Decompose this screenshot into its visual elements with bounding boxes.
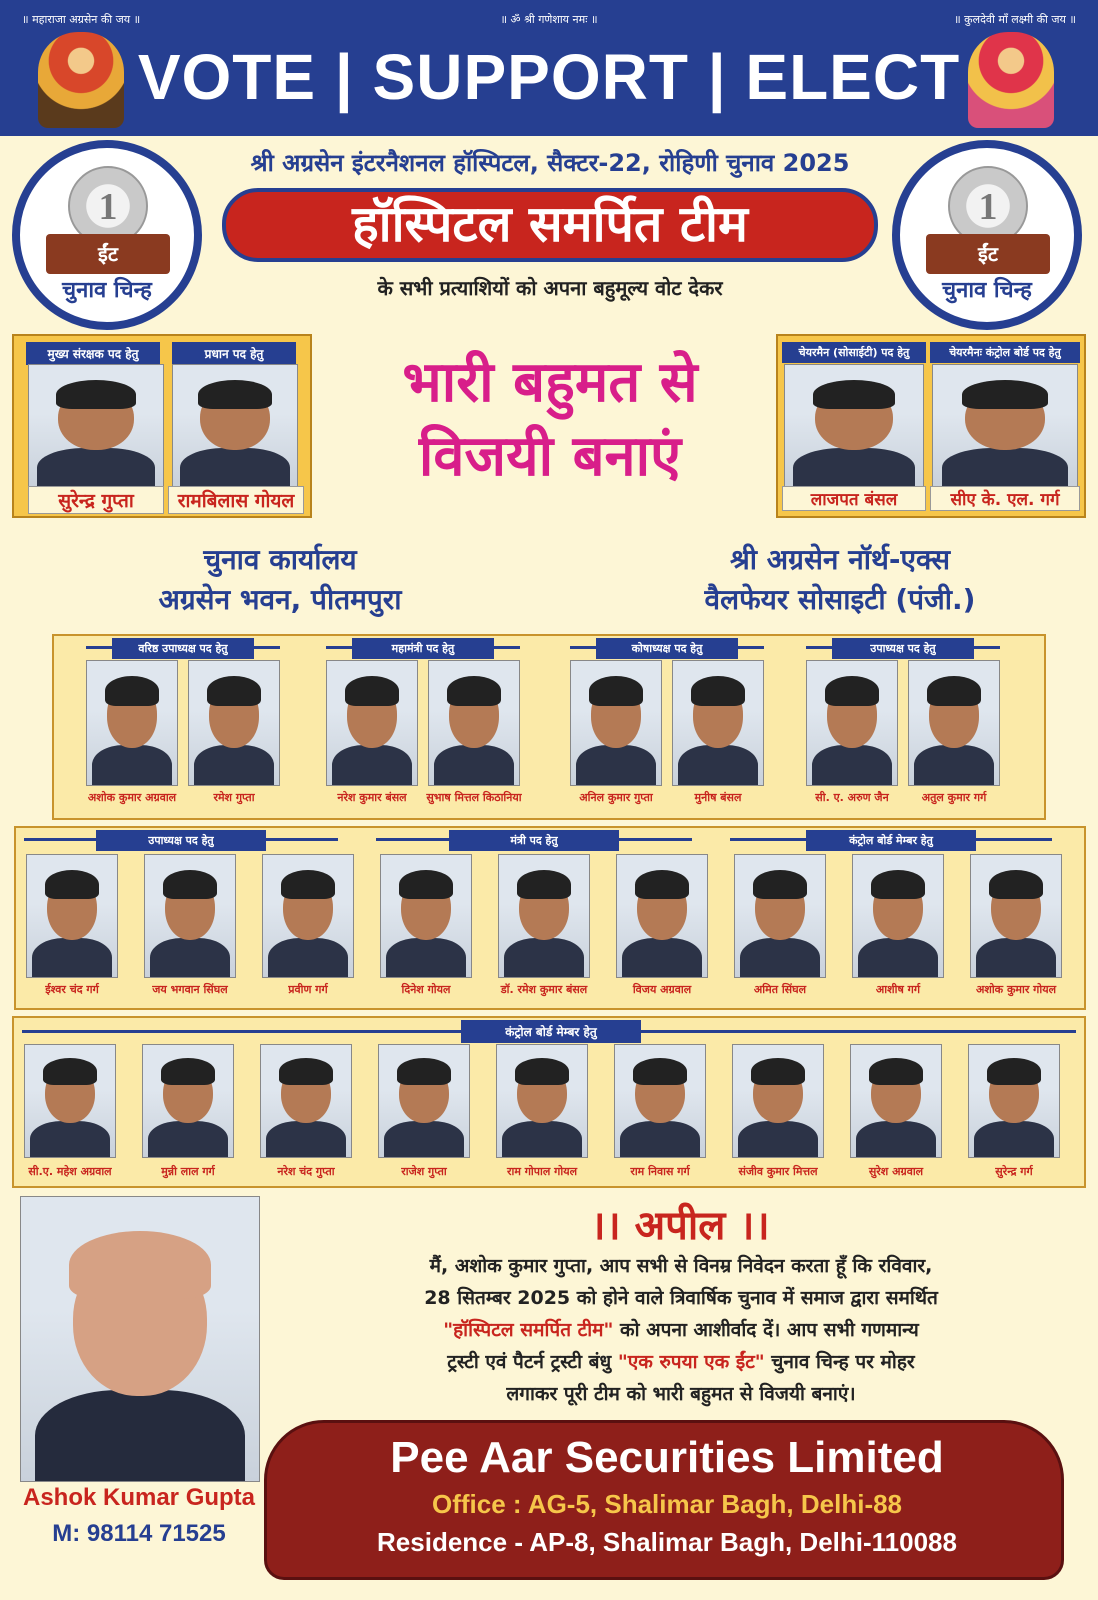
- brick-icon: ईंट: [46, 234, 170, 274]
- candidate-photo: [732, 1044, 824, 1158]
- candidate-name: राजेश गुप्ता: [401, 1165, 447, 1178]
- candidate-photo: [672, 660, 764, 786]
- candidate-name: दिनेश गोयल: [401, 983, 451, 996]
- candidate-name: अनिल कुमार गुप्ता: [579, 791, 653, 804]
- slogan-line-2: विजयी बनाएं: [418, 424, 682, 489]
- company-office: Office : AG-5, Shalimar Bagh, Delhi-88: [431, 1489, 903, 1519]
- candidate-name: नरेश चंद गुप्ता: [277, 1165, 335, 1178]
- company-banner: [264, 1420, 1064, 1580]
- candidate-name: मुनीष बंसल: [694, 791, 742, 804]
- candidate-photo: [260, 1044, 352, 1158]
- appeal-line: लगाकर पूरी टीम को भारी बहुमत से विजयी बनाएं।: [506, 1383, 856, 1405]
- candidate-name: रमेश गुप्ता: [213, 791, 255, 804]
- symbol-label: चुनाव चिन्ह: [942, 278, 1032, 303]
- vote-request-line: के सभी प्रत्याशियों को अपना बहुमूल्य वोट देकर: [377, 276, 723, 300]
- candidate-photo: [734, 854, 826, 978]
- candidate-row-2: [14, 826, 1086, 1010]
- candidate-photo: [496, 1044, 588, 1158]
- candidate-name: संजीव कुमार मित्तल: [738, 1165, 818, 1178]
- election-title: श्री अग्रसेन इंटरनैशनल हॉस्पिटल, सैक्टर-22, रोहिणी चुनाव 2025: [250, 149, 850, 177]
- appeal-line: 28 सितम्बर 2025 को होने वाले त्रिवार्षिक चुनाव में समाज द्वारा समर्थित: [424, 1287, 938, 1309]
- candidate-name: जय भगवान सिंघल: [152, 983, 228, 996]
- candidate-row-1: [52, 634, 1046, 820]
- candidate-name: आशीष गर्ग: [875, 983, 921, 996]
- candidate-name: प्रवीण गर्ग: [288, 983, 328, 996]
- candidate-name: अशोक कुमार गोयल: [975, 983, 1057, 996]
- appeal-line: [276, 1314, 1086, 1346]
- header-banner: [0, 0, 1098, 136]
- office-heading: चुनाव कार्यालय: [203, 543, 357, 576]
- brick-icon: ईंट: [926, 234, 1050, 274]
- candidate-photo: [850, 1044, 942, 1158]
- candidate-photo: [784, 364, 924, 488]
- candidate-photo: [570, 660, 662, 786]
- rupee-coin-icon: 1: [948, 166, 1028, 246]
- candidate-name: सुरेन्द्र गर्ग: [995, 1165, 1033, 1178]
- position-label: मंत्री पद हेतु: [449, 830, 619, 851]
- candidate-name: सुरेन्द्र गुप्ता: [28, 486, 164, 514]
- candidate-photo: [142, 1044, 234, 1158]
- company-residence: Residence - AP-8, Shalimar Bagh, Delhi-110088: [377, 1527, 957, 1557]
- rupee-coin-icon: 1: [68, 166, 148, 246]
- election-symbol-right: [892, 140, 1082, 330]
- position-label: उपाध्यक्ष पद हेतु: [96, 830, 266, 851]
- candidate-name: सी.ए. महेश अग्रवाल: [28, 1165, 112, 1178]
- candidate-name: लाजपत बंसल: [782, 486, 926, 511]
- candidate-name: राम गोपाल गोयल: [506, 1165, 578, 1178]
- candidate-name: ईश्वर चंद गर्ग: [45, 983, 99, 996]
- position-label: उपाध्यक्ष पद हेतु: [832, 638, 974, 659]
- candidate-name: राम निवास गर्ग: [630, 1165, 690, 1178]
- candidate-photo: [806, 660, 898, 786]
- position-label: प्रधान पद हेतु: [172, 342, 296, 365]
- position-label: कोषाध्यक्ष पद हेतु: [596, 638, 738, 659]
- header-mid-tag: ॥ ॐ श्री गणेशाय नमः ॥: [500, 13, 598, 26]
- team-name-banner: हॉस्पिटल समर्पित टीम: [222, 188, 878, 262]
- candidate-name: मुन्नी लाल गर्ग: [161, 1165, 215, 1178]
- candidate-photo: [970, 854, 1062, 978]
- candidate-photo: [144, 854, 236, 978]
- candidate-photo: [852, 854, 944, 978]
- appellant-photo: [20, 1196, 260, 1482]
- header-right-tag: ॥ कुलदेवी माँ लक्ष्मी की जय ॥: [954, 13, 1076, 26]
- appeal-text-span: को अपना आशीर्वाद दें। आप सभी गणमान्य: [613, 1319, 919, 1341]
- society-name-2: वैलफेयर सोसाइटी (पंजी.): [704, 583, 976, 616]
- candidate-name: रामबिलास गोयल: [168, 486, 304, 514]
- candidate-name: सुरेश अग्रवाल: [868, 1165, 924, 1178]
- header-left-tag: ॥ महाराजा अग्रसेन की जय ॥: [22, 13, 141, 26]
- candidate-photo: [498, 854, 590, 978]
- candidate-photo: [24, 1044, 116, 1158]
- candidate-name: सुभाष मित्तल किठानिया: [426, 791, 522, 804]
- candidate-photo: [614, 1044, 706, 1158]
- symbol-highlight: "एक रुपया एक ईंट": [617, 1351, 765, 1373]
- company-name: Pee Aar Securities Limited: [390, 1433, 944, 1482]
- election-symbol-left: [12, 140, 202, 330]
- office-address: अग्रसेन भवन, पीतमपुरा: [158, 583, 402, 616]
- candidate-photo: [172, 364, 298, 488]
- candidate-photo: [28, 364, 164, 488]
- candidate-photo: [380, 854, 472, 978]
- position-label: चेयरमैनः कंट्रोल बोर्ड पद हेतु: [930, 342, 1080, 363]
- appeal-text-span: ट्रस्टी एवं पैटर्न ट्रस्टी बंधु: [447, 1351, 618, 1373]
- appellant-mobile: M: 98114 71525: [52, 1520, 226, 1547]
- candidate-photo: [86, 660, 178, 786]
- appeal-text: [276, 1250, 1086, 1410]
- appeal-line: [276, 1346, 1086, 1378]
- candidate-photo: [932, 364, 1078, 488]
- candidate-name: विजय अग्रवाल: [632, 983, 692, 996]
- candidate-name: सीए के. एल. गर्ग: [930, 486, 1080, 511]
- appeal-title: ।। अपील ।।: [590, 1203, 770, 1249]
- position-label: चेयरमैन (सोसाईटी) पद हेतु: [782, 342, 926, 363]
- society-name-1: श्री अग्रसेन नॉर्थ-एक्स: [729, 543, 951, 576]
- candidate-name: नरेश कुमार बंसल: [337, 791, 407, 804]
- candidate-photo: [968, 1044, 1060, 1158]
- candidate-photo: [908, 660, 1000, 786]
- candidate-row-3: [12, 1016, 1086, 1188]
- candidate-name: सी. ए. अरुण जैन: [815, 791, 889, 804]
- candidate-name: डॉ. रमेश कुमार बंसल: [500, 983, 588, 996]
- candidate-name: अतुल कुमार गर्ग: [921, 791, 987, 804]
- candidate-name: अशोक कुमार अग्रवाल: [87, 791, 177, 804]
- candidate-photo: [428, 660, 520, 786]
- top-left-candidates: [12, 334, 312, 518]
- position-label: वरिष्ठ उपाध्यक्ष पद हेतु: [112, 638, 254, 659]
- slogan-line-1: भारी बहुमत से: [402, 350, 698, 415]
- candidate-photo: [616, 854, 708, 978]
- candidate-photo: [378, 1044, 470, 1158]
- candidate-photo: [326, 660, 418, 786]
- candidate-photo: [188, 660, 280, 786]
- position-label: महामंत्री पद हेतु: [352, 638, 494, 659]
- position-label: कंट्रोल बोर्ड मेम्बर हेतु: [806, 830, 976, 851]
- candidate-name: अमित सिंघल: [753, 983, 807, 996]
- candidate-photo: [26, 854, 118, 978]
- position-label: मुख्य संरक्षक पद हेतु: [26, 342, 160, 365]
- candidate-photo: [262, 854, 354, 978]
- top-right-candidates: [776, 334, 1086, 518]
- position-label: कंट्रोल बोर्ड मेम्बर हेतु: [461, 1020, 641, 1043]
- symbol-label: चुनाव चिन्ह: [62, 278, 152, 303]
- appeal-line: मैं, अशोक कुमार गुप्ता, आप सभी से विनम्र निवेदन करता हूँ कि रविवार,: [429, 1255, 933, 1277]
- appeal-text-span: चुनाव चिन्ह पर मोहर: [764, 1351, 915, 1373]
- appellant-name: Ashok Kumar Gupta: [22, 1484, 256, 1511]
- headline: VOTE | SUPPORT | ELECT: [137, 41, 961, 113]
- team-highlight: "हॉस्पिटल समर्पित टीम": [443, 1319, 614, 1341]
